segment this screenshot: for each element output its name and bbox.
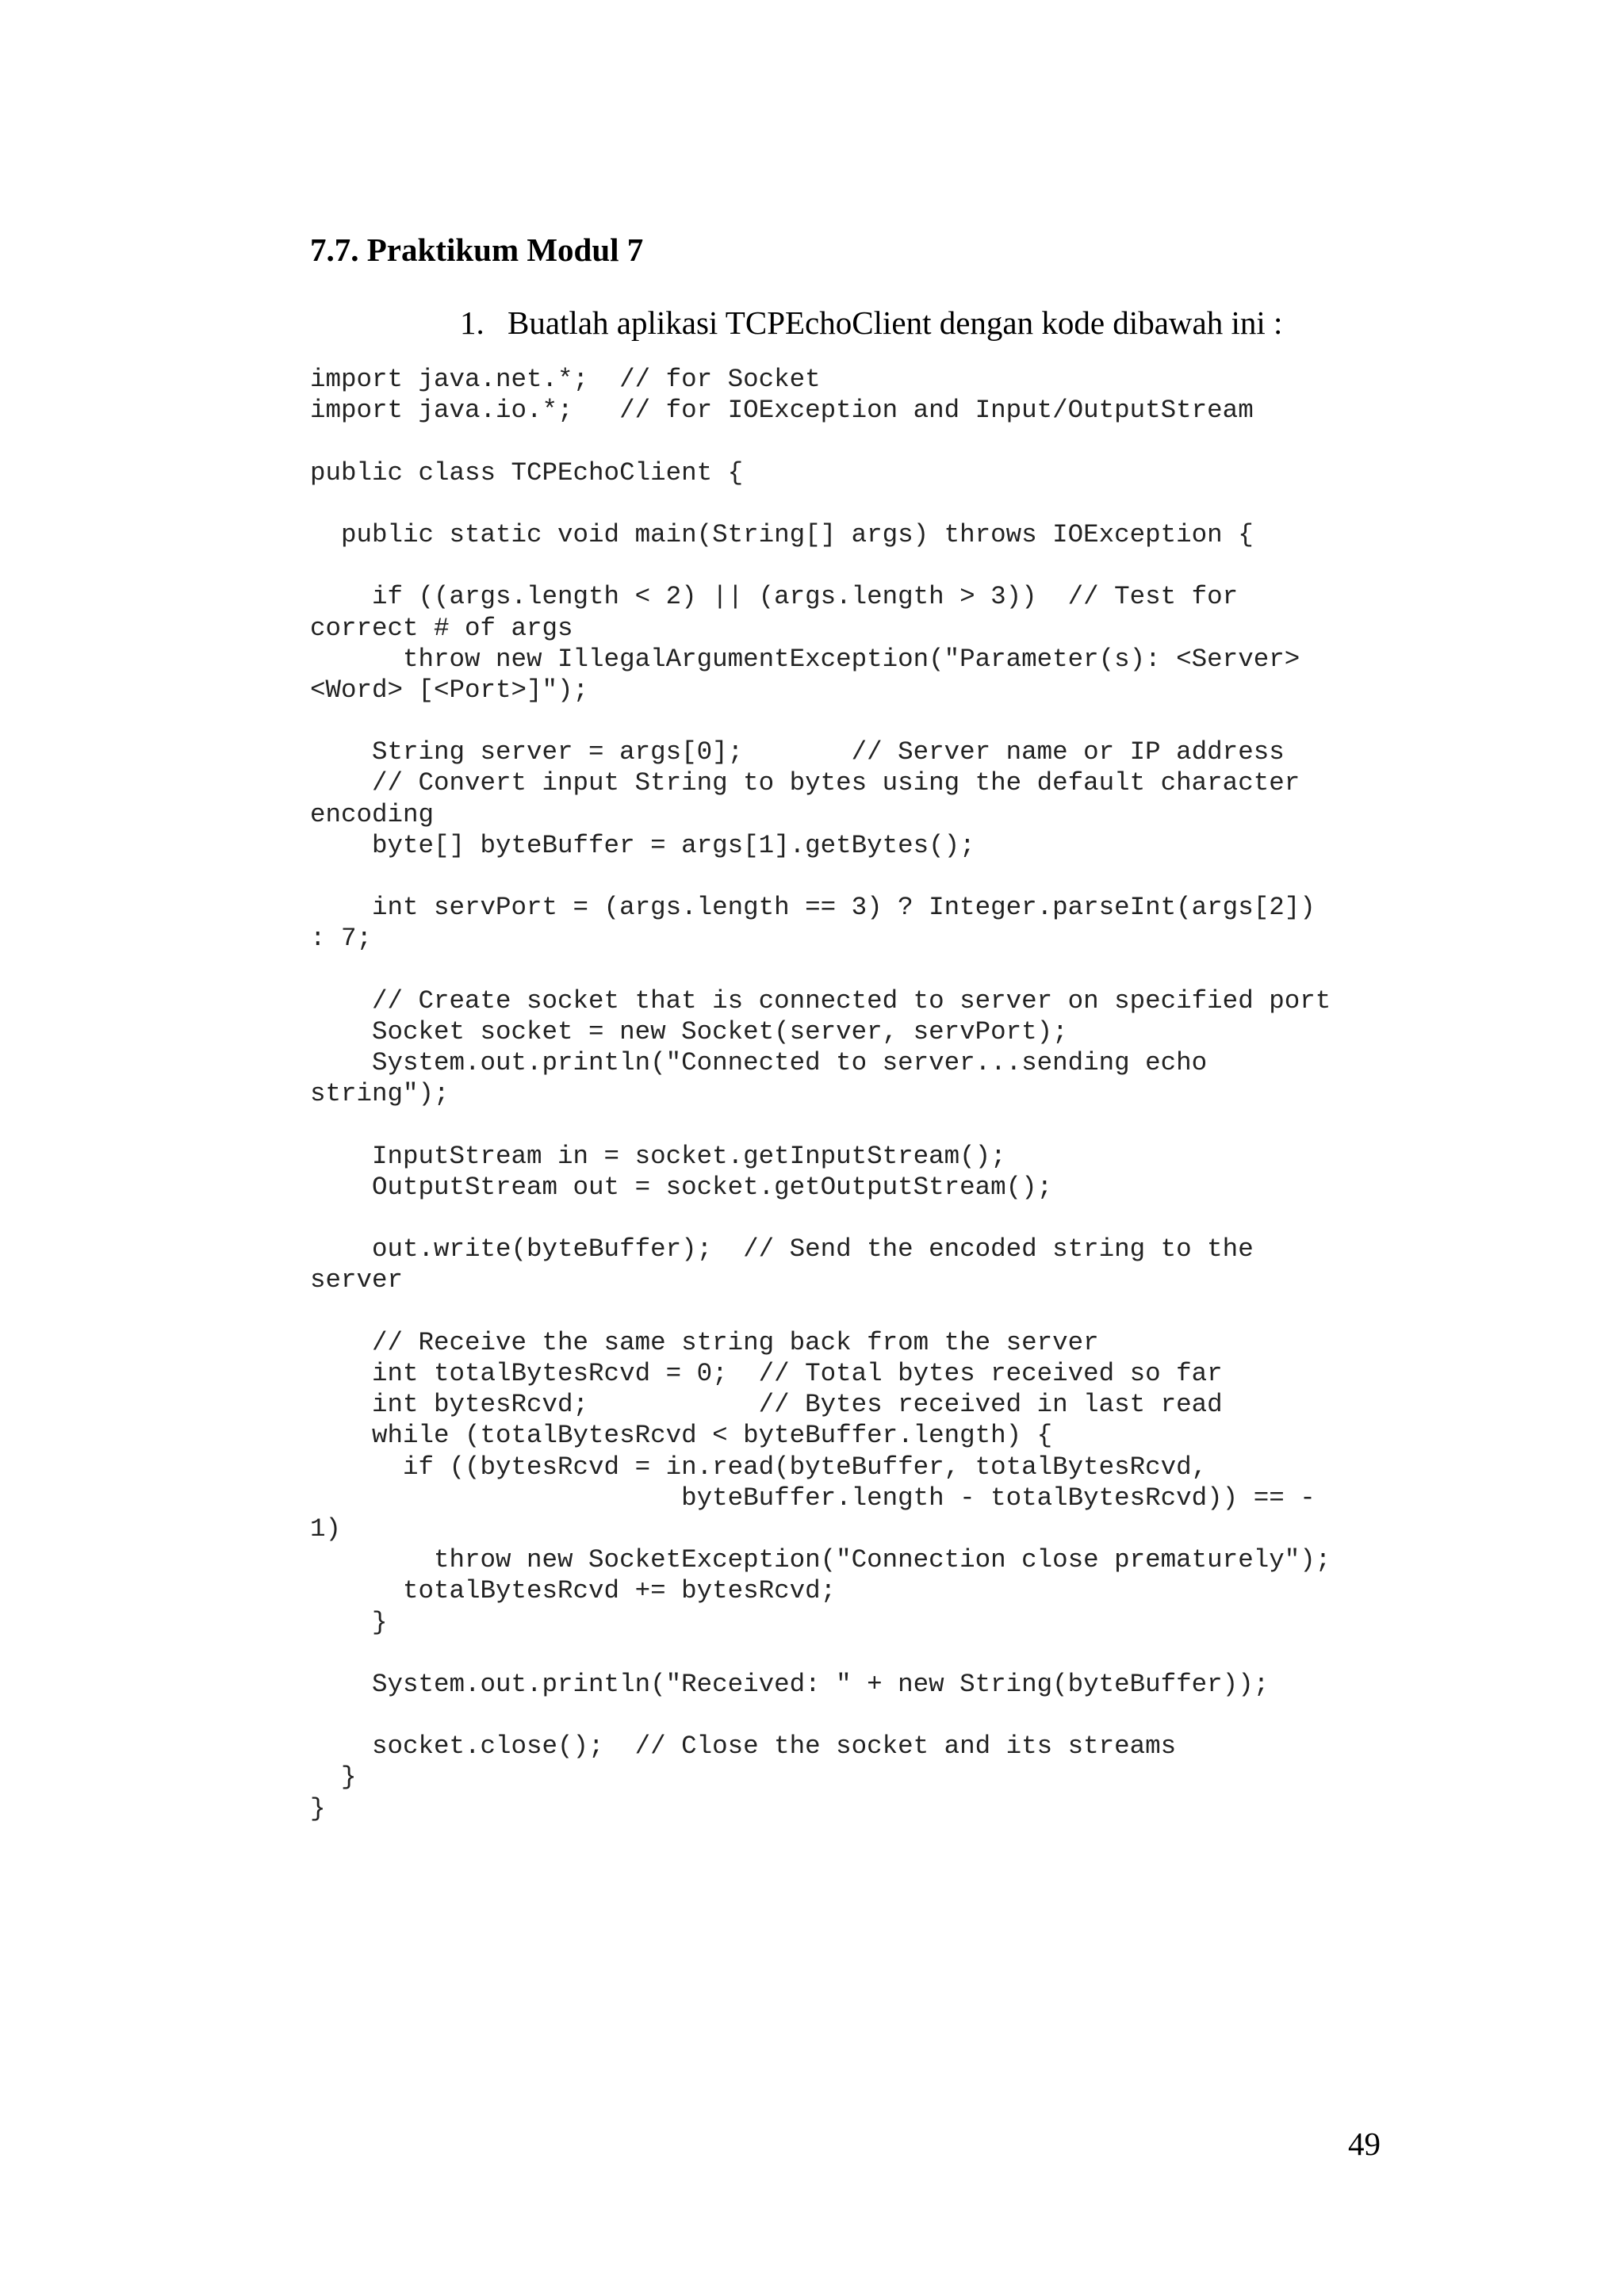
code-line: 1) xyxy=(310,1513,342,1544)
code-line: string"); xyxy=(310,1079,450,1109)
code-line xyxy=(310,426,1331,457)
code-line: if ((bytesRcvd = in.read(byteBuffer, totalBytesRcvd, xyxy=(310,1452,1208,1482)
code-line xyxy=(310,1203,1331,1234)
code-line: throw new SocketException("Connection close prematurely"); xyxy=(310,1545,1331,1575)
code-line: } xyxy=(310,1607,388,1637)
code-line xyxy=(310,1638,1331,1669)
instruction-text: Buatlah aplikasi TCPEchoClient dengan kode dibawah ini : xyxy=(508,304,1283,341)
code-line: byteBuffer.length - totalBytesRcvd)) == - xyxy=(310,1483,1316,1513)
instruction-number: 1. xyxy=(460,304,485,341)
code-line: out.write(byteBuffer); // Send the encoded string to the xyxy=(310,1234,1254,1265)
code-line: byte[] byteBuffer = args[1].getBytes(); xyxy=(310,830,975,860)
section-title: 7.7. Praktikum Modul 7 xyxy=(310,232,644,268)
code-line: correct # of args xyxy=(310,613,573,643)
code-line: InputStream in = socket.getInputStream(); xyxy=(310,1141,1006,1171)
code-line: while (totalBytesRcvd < byteBuffer.length) { xyxy=(310,1421,1053,1451)
code-line: OutputStream out = socket.getOutputStream(); xyxy=(310,1172,1053,1202)
code-line: server xyxy=(310,1265,404,1295)
code-line xyxy=(310,550,1331,581)
code-line: // Convert input String to bytes using the default character xyxy=(310,768,1300,798)
code-line: int totalBytesRcvd = 0; // Total bytes received so far xyxy=(310,1359,1223,1388)
code-line: if ((args.length < 2) || (args.length > 3)) // Test for xyxy=(310,582,1239,612)
code-line: socket.close(); // Close the socket and its streams xyxy=(310,1732,1177,1762)
code-line xyxy=(310,488,1331,519)
code-listing xyxy=(310,364,1331,1824)
code-line xyxy=(310,1700,1331,1731)
code-line: import java.io.*; // for IOException and Input/OutputStream xyxy=(310,396,1254,426)
instruction-item xyxy=(460,302,1282,343)
code-line xyxy=(310,1110,1331,1141)
code-line: System.out.println("Connected to server...sending echo xyxy=(310,1048,1208,1078)
code-line: } xyxy=(310,1762,357,1793)
code-line: totalBytesRcvd += bytesRcvd; xyxy=(310,1576,837,1606)
code-line: // Receive the same string back from the server xyxy=(310,1327,1099,1357)
code-line xyxy=(310,861,1331,892)
code-line: encoding xyxy=(310,799,435,829)
code-line: System.out.println("Received: " + new String(byteBuffer)); xyxy=(310,1669,1270,1699)
code-line: String server = args[0]; // Server name or IP address xyxy=(310,737,1285,767)
page-number: 49 xyxy=(1348,2126,1381,2162)
code-line: } xyxy=(310,1793,326,1823)
code-line: import java.net.*; // for Socket xyxy=(310,365,821,394)
code-line: int bytesRcvd; // Bytes received in last read xyxy=(310,1390,1223,1420)
code-line: public class TCPEchoClient { xyxy=(310,457,744,488)
code-line: <Word> [<Port>]"); xyxy=(310,675,589,705)
code-line xyxy=(310,955,1331,985)
code-line: : 7; xyxy=(310,924,373,954)
code-line xyxy=(310,706,1331,737)
code-line: Socket socket = new Socket(server, servPort); xyxy=(310,1016,1068,1047)
code-line: throw new IllegalArgumentException("Parameter(s): <Server> xyxy=(310,644,1300,674)
code-line: int servPort = (args.length == 3) ? Integer.parseInt(args[2]) xyxy=(310,893,1316,923)
code-line xyxy=(310,1296,1331,1327)
code-line: public static void main(String[] args) throws IOException { xyxy=(310,519,1254,549)
code-line: // Create socket that is connected to server on specified port xyxy=(310,985,1331,1016)
